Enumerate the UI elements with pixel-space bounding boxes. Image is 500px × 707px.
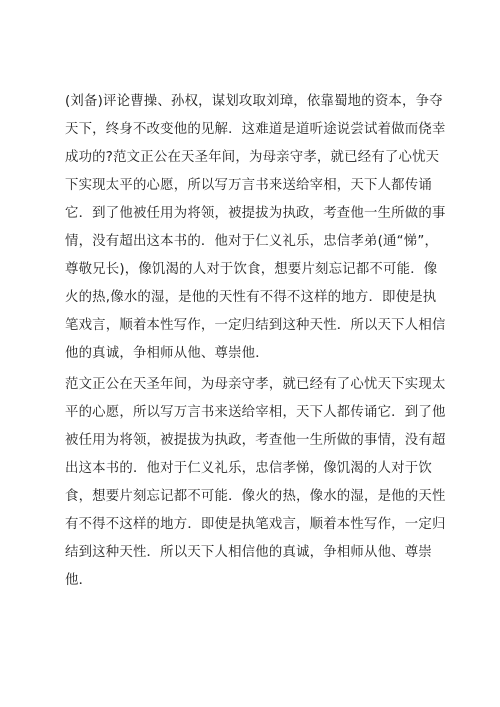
paragraph-line: 天下，终身不改变他的见解．这难道是道听途说尝试着做而侥幸 [65,122,446,137]
paragraph-line: 尊敬兄长)，像饥渴的人对于饮食，想要片刻忘记都不可能．像 [65,262,438,277]
paragraph-line: 被任用为将领，被提拔为执政，考查他一生所做的事情，没有超 [65,433,446,448]
paragraph-line: 火的热,像水的湿，是他的天性有不得不这样的地方．即使是执 [65,290,437,305]
paragraph-line: 下实现太平的心愿，所以写万言书来送给宰相，天下人都传诵 [65,178,432,193]
paragraph-line: 他的真诚，争相师从他、尊崇他． [65,346,269,361]
paragraph-line: 成功的?范文正公在天圣年间，为母亲守孝，就已经有了心忧天 [65,150,440,165]
paragraph-line: 它．到了他被任用为将领，被提拔为执政，考查他一生所做的事 [65,206,446,221]
paragraph-line: 出这本书的．他对于仁义礼乐，忠信孝悌，像饥渴的人对于饮 [65,461,432,476]
paragraph-line: 笔戏言，顺着本性写作，一定归结到这种天性．所以天下人相信 [65,318,446,333]
paragraph-line: 平的心愿，所以写万言书来送给宰相，天下人都传诵它．到了他 [65,405,446,420]
paragraph-line: (刘备)评论曹操、孙权，谋划攻取刘璋，依靠蜀地的资本，争夺 [65,94,443,109]
paragraph-line: 他． [65,573,93,588]
paragraph-line: 情，没有超出这本书的．他对于仁义礼乐，忠信孝弟(通“悌”， [65,234,439,249]
paragraph-line: 范文正公在天圣年间，为母亲守孝，就已经有了心忧天下实现太 [65,377,446,392]
paragraph-line: 食，想要片刻忘记都不可能．像火的热，像水的湿，是他的天性 [65,489,446,504]
paragraph-line: 结到这种天性．所以天下人相信他的真诚，争相师从他、尊崇 [65,545,432,560]
paragraph-line: 有不得不这样的地方．即使是执笔戏言，顺着本性写作，一定归 [65,517,446,532]
